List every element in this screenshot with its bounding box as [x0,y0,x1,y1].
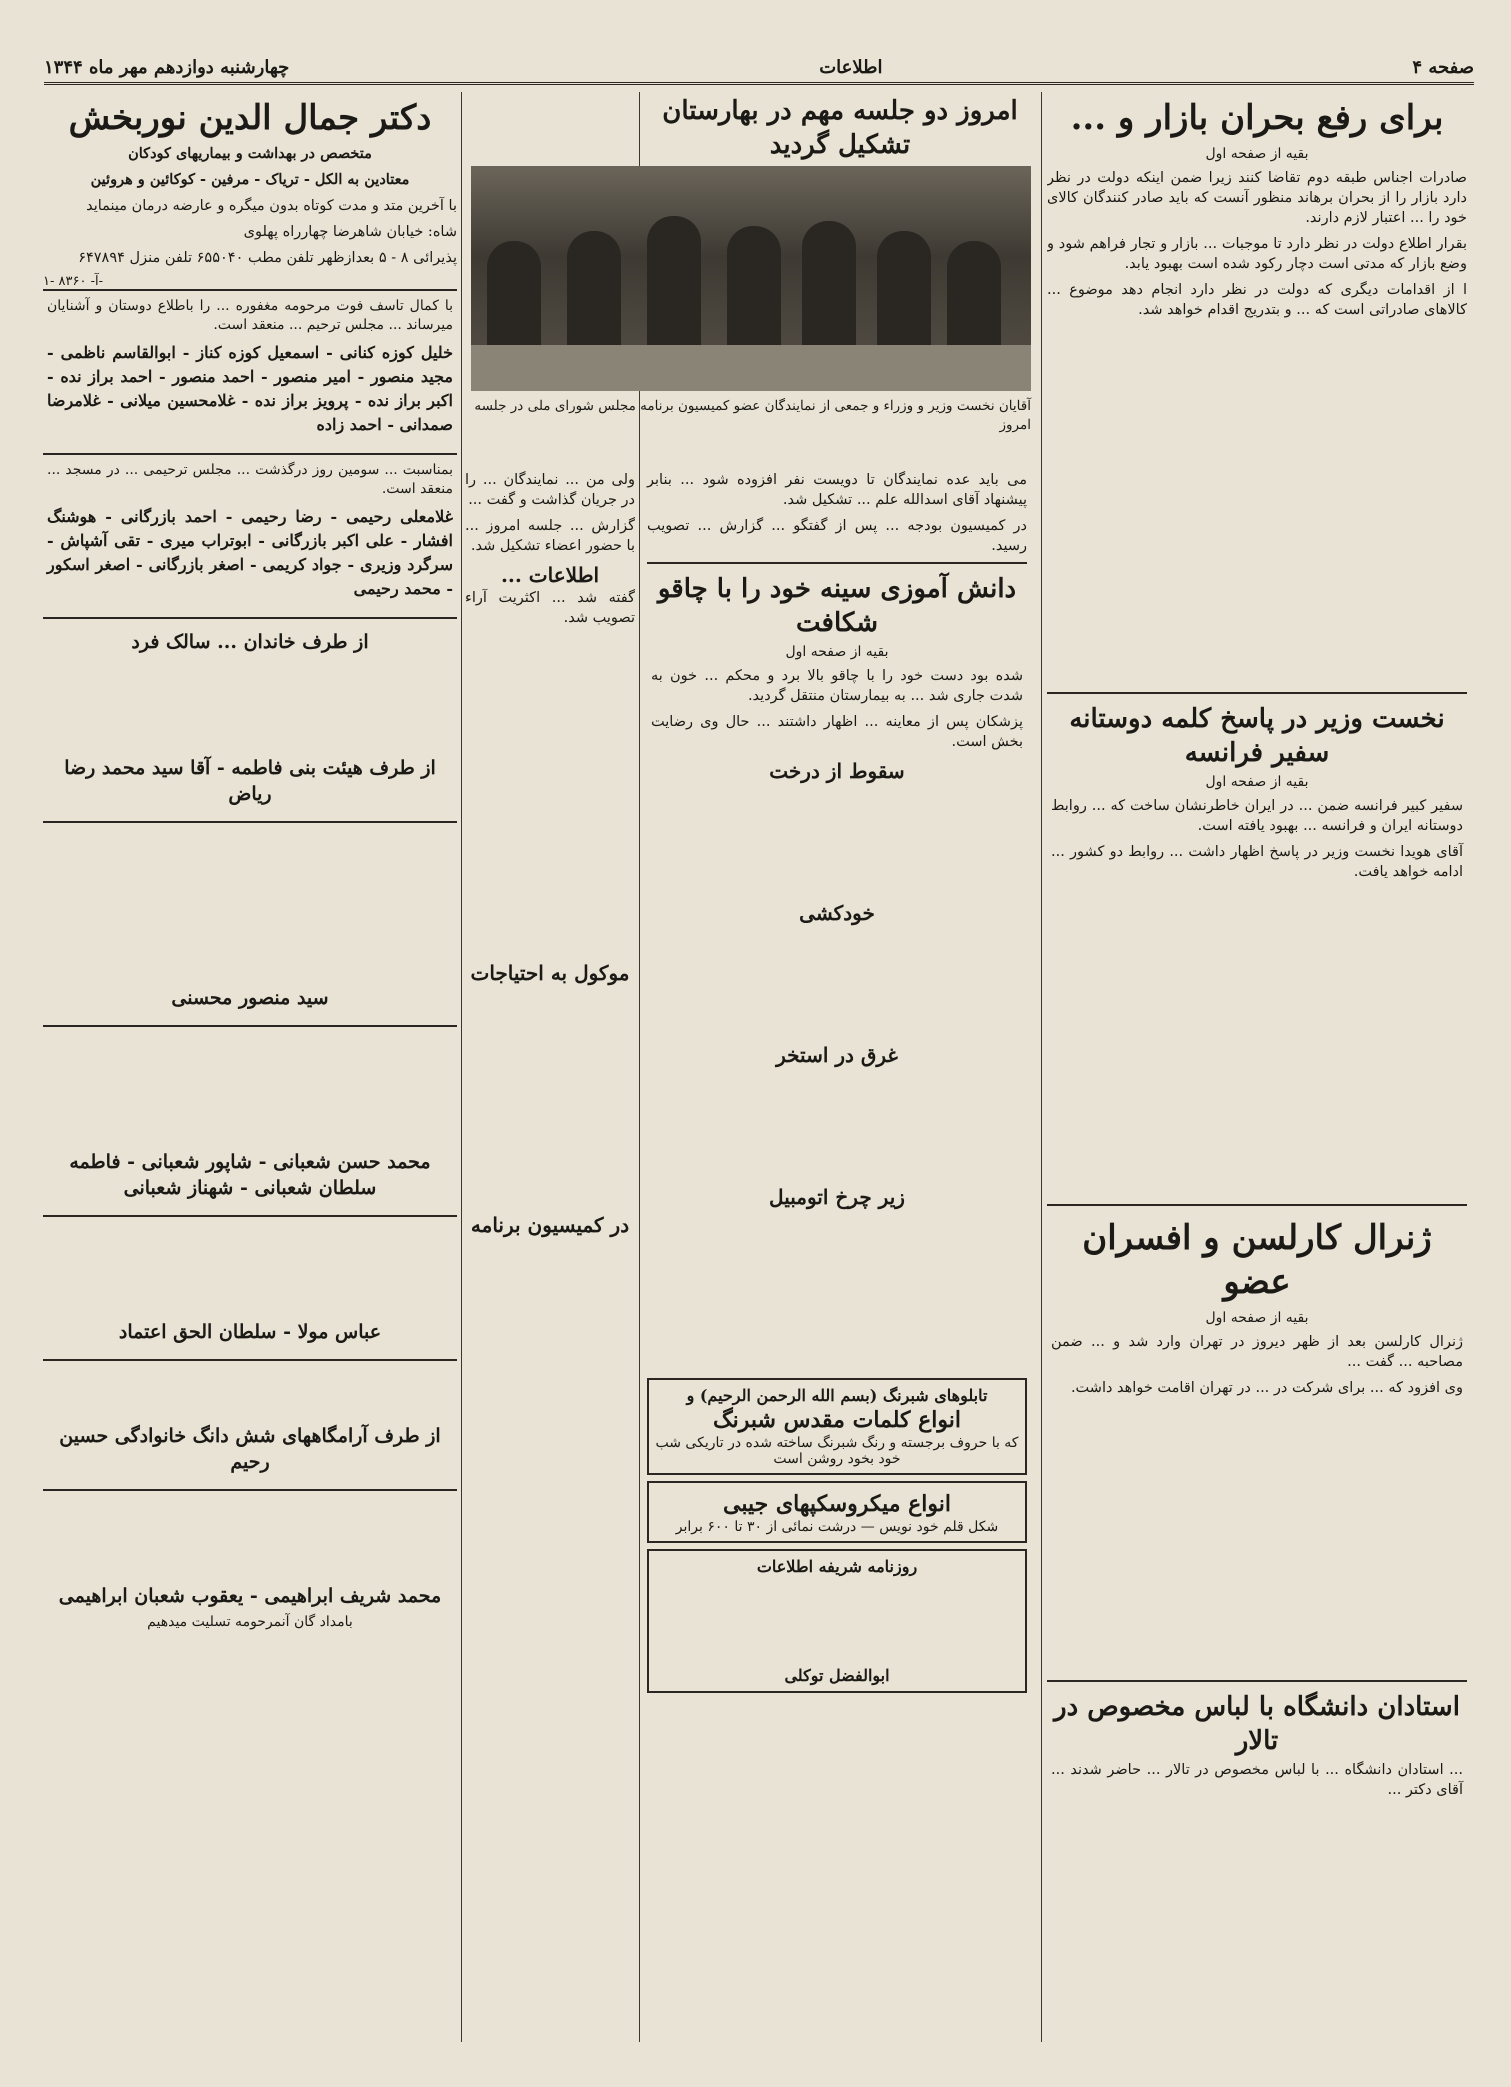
ad-text: شکل قلم خود نویس — درشت نمائی از ۳۰ تا ۶۰۰ برابر [675,1519,999,1535]
masthead [44,52,1474,85]
article-paragraph: بقرار اطلاع دولت در نظر دارد تا موجبات ... بازار و تجار فراهم شود و وضع بازار که مدتی است دچار رکود شده است بهبود یابد. [1047,236,1467,272]
page-number: صفحه ۴ [1412,56,1474,78]
notice-signature: محمد شریف ابراهیمی - یعقوب شعبان ابراهیمی [58,1585,442,1607]
article-filler [651,1068,1023,1178]
notice-signature: عباس مولا - سلطان الحق اعتماد [118,1321,382,1343]
article-filler [465,986,635,1206]
notice-names: خلیل کوزه کنانی - اسمعیل کوزه کناز - ابوالقاسم ناظمی - مجید منصور - امیر منصور - احمد منصور - احمد براز نده - اکبر براز نده - پرویز براز نده - غلامحسین میلانی - غلامرضا صمدانی - احمد زاده [47,343,453,434]
article-paragraph: پزشکان پس از معاینه ... اظهار داشتند ... حال وی رضایت بخش است. [651,714,1023,750]
photo-block [471,160,1031,435]
notice-signature: سید منصور محسنی [171,987,329,1009]
subhead-news: اطلاعات ... [500,563,600,587]
continued-note: بقیه از صفحه اول [785,644,889,660]
notice-text: بمناسبت ... سومین روز درگذشت ... مجلس ترحیمی ... در مسجد ... منعقد است. [47,462,453,497]
issue-date: چهارشنبه دوازدهم مهر ماه ۱۳۴۴ [44,56,290,78]
article-paragraph: آقای هویدا نخست وزیر در پاسخ اظهار داشت ... روابط دو کشور ... ادامه خواهد یافت. [1051,844,1463,880]
article-professors [1047,1680,1467,1812]
subhead-needs: موکول به احتیاجات [470,961,630,985]
article-paragraph: ولی من ... نمایندگان ... را در جریان گذاشت و گفت ... [465,472,635,508]
death-notice [43,821,457,1021]
ad-signature: ابوالفضل توکلی [784,1666,890,1685]
paper-name: اطلاعات [819,56,883,78]
article-paragraph: شده بود دست خود را با چاقو بالا برد و محکم ... خون به شدت جاری شد ... به بیمارستان منتقل گردید. [651,668,1023,704]
death-notice [43,617,457,817]
continued-note: بقیه از صفحه اول [1205,774,1309,790]
article-filler [1051,1404,1463,1664]
article-filler [1047,326,1467,686]
subhead-pool: غرق در استخر [776,1043,898,1067]
article-student [647,562,1027,1372]
ad-code: آ- ۸۳۶۰ -۱- [43,274,103,289]
notice-signature: از طرف آرامگاههای شش دانگ خانوادگی حسین رحیم [59,1425,441,1473]
subhead-tree-fall: سقوط از درخت [769,759,905,783]
ad-ettelaat-notice [647,1549,1027,1693]
death-notice [43,289,457,449]
article-paragraph: وی افزود که ... برای شرکت در ... در تهران اقامت خواهد داشت. [1070,1380,1463,1396]
article-paragraph: در کمیسیون بودجه ... پس از گفتگو ... گزارش ... تصویب رسید. [647,518,1027,554]
column-center-right-body [647,470,1027,1699]
headline-market-crisis: برای رفع بحران بازار و ... [1070,98,1444,138]
article-filler [1051,888,1463,1188]
subhead-suicide: خودکشی [799,901,875,925]
ad-headline: انواع کلمات مقدس شبرنگ [712,1407,962,1433]
article-paragraph: سفیر کبیر فرانسه ضمن ... در ایران خاطرنشان ساخت که ... روابط دوستانه ایران و فرانسه ... بهبود یافته است. [1051,798,1463,834]
notice-text: با کمال تاسف فوت مرحومه مغفوره ... را باطلاع دوستان و آشنایان میرساند ... مجلس ترحیم ... منعقد است. [47,298,453,333]
notice-names: غلامعلی رحیمی - رضا رحیمی - احمد بازرگانی - هوشنگ افشار - علی اکبر بازرگانی - ابوتراب میری - تقی آشپاش - سرگرد وزیری - جواد کریمی - اصغر بازرگانی - اصغر اسکور - محمد رحیمی [47,507,453,598]
subhead-car: زیر چرخ اتومبیل [769,1185,905,1209]
headline-general-carlsen: ژنرال کارلسن و افسران عضو [1082,1218,1432,1302]
column-center-left [465,470,635,2040]
ad-title: تابلوهای شبرنگ (بسم الله الرحمن الرحیم) و [686,1386,988,1405]
article-paragraph: صادرات اجناس طبقه دوم تقاضا کنند زیرا ضمن اینکه دولت در نظر دارد بازار را از بحران برهاند منظور آنست که باید صادر کنندگان کالای خود را ... اعتبار لازم دارند. [1047,170,1467,226]
headline-student: دانش آموزی سینه خود را با چاقو شکافت [657,574,1017,638]
article-paragraph: ا از اقدامات دیگری که دولت در نظر دارد انجام دهد موضوع ... کالاهای صادراتی است که ... و بتدریج اقدام خواهد شد. [1047,282,1467,318]
photo-caption: آقایان نخست وزیر و وزراء و جمعی از نمایندگان عضو کمیسیون برنامه مجلس شورای ملی در جلسه امروز [474,398,1031,433]
column-right [1047,92,1467,2042]
article-filler [651,784,1023,894]
doctor-info: با آخرین متد و مدت کوتاه بدون میگره و عارضه درمان مینماید [86,198,457,214]
column-rule [1041,92,1042,2042]
notice-signature: محمد حسن شعبانی - شاپور شعبانی - فاطمه سلطان شعبانی - شهناز شعبانی [69,1151,431,1199]
death-notice [43,1215,457,1355]
article-filler [651,926,1023,1036]
notice-title: از طرف خاندان ... سالک فرد [131,631,369,653]
continued-note: بقیه از صفحه اول [1205,146,1309,162]
headline-professors: استادان دانشگاه با لباس مخصوص در تالار [1054,1692,1460,1756]
ad-text: که با حروف برجسته و رنگ شبرنگ ساخته شده در تاریکی شب خود بخود روشن است [655,1435,1019,1467]
death-notice [43,453,457,613]
doctor-info: متخصص در بهداشت و بیماریهای کودکان [128,145,372,162]
article-paragraph: ... استادان دانشگاه ... با لباس مخصوص در تالار ... حاضر شدند ... آقای دکتر ... [1051,1762,1463,1798]
column-rule [461,92,462,2042]
ad-headline: انواع میکروسکپهای جیبی [723,1491,951,1517]
notice-tail: بامداد گان آنمرحومه تسلیت میدهیم [147,1614,353,1630]
article-general-carlsen [1047,1204,1467,1676]
photo-meeting [471,166,1031,391]
doctor-name: دکتر جمال الدین نوربخش [68,98,432,138]
continued-note: بقیه از صفحه اول [1205,1310,1309,1326]
article-paragraph: می باید عده نمایندگان تا دویست نفر افزوده شود ... بنابر پیشنهاد آقای اسدالله علم ... تشکیل شد. [647,472,1027,508]
column-left-notices [43,92,457,2042]
death-notice [43,1359,457,1485]
ad-luminous-plaques [647,1378,1027,1475]
article-filler [465,634,635,954]
article-paragraph: گفته شد ... اکثریت آراء تصویب شد. [465,590,635,626]
doctor-info: پذیرائی ۸ - ۵ بعدازظهر تلفن مطب ۶۵۵۰۴۰ تلفن منزل ۶۴۷۸۹۴ [78,250,457,266]
headline-baharestan: امروز دو جلسه مهم در بهارستان تشکیل گردید [662,96,1018,160]
doctor-info: شاه: خیابان شاهرضا چهارراه پهلوی [243,224,457,240]
death-notice [43,1489,457,1644]
notice-signature: از طرف هیئت بنی فاطمه - آقا سید محمد رضا ریاض [64,757,436,805]
article-paragraph: ژنرال کارلسن بعد از ظهر دیروز در تهران وارد شد و ... ضمن مصاحبه ... گفت ... [1051,1334,1463,1370]
doctor-info: معتادین به الکل - تریاک - مرفین - کوکائین و هروئین [90,171,410,188]
article-filler [651,1210,1023,1360]
headline-prime-minister: نخست وزیر در پاسخ کلمه دوستانه سفیر فرانسه [1069,704,1445,768]
article-prime-minister [1047,692,1467,1200]
ad-microscopes [647,1481,1027,1543]
death-notice [43,1025,457,1211]
subhead-program-commission: در کمیسیون برنامه [470,1213,630,1237]
article-paragraph: گزارش ... جلسه امروز ... با حضور اعضاء تشکیل شد. [465,518,635,554]
ad-title: روزنامه شریفه اطلاعات [756,1557,918,1576]
